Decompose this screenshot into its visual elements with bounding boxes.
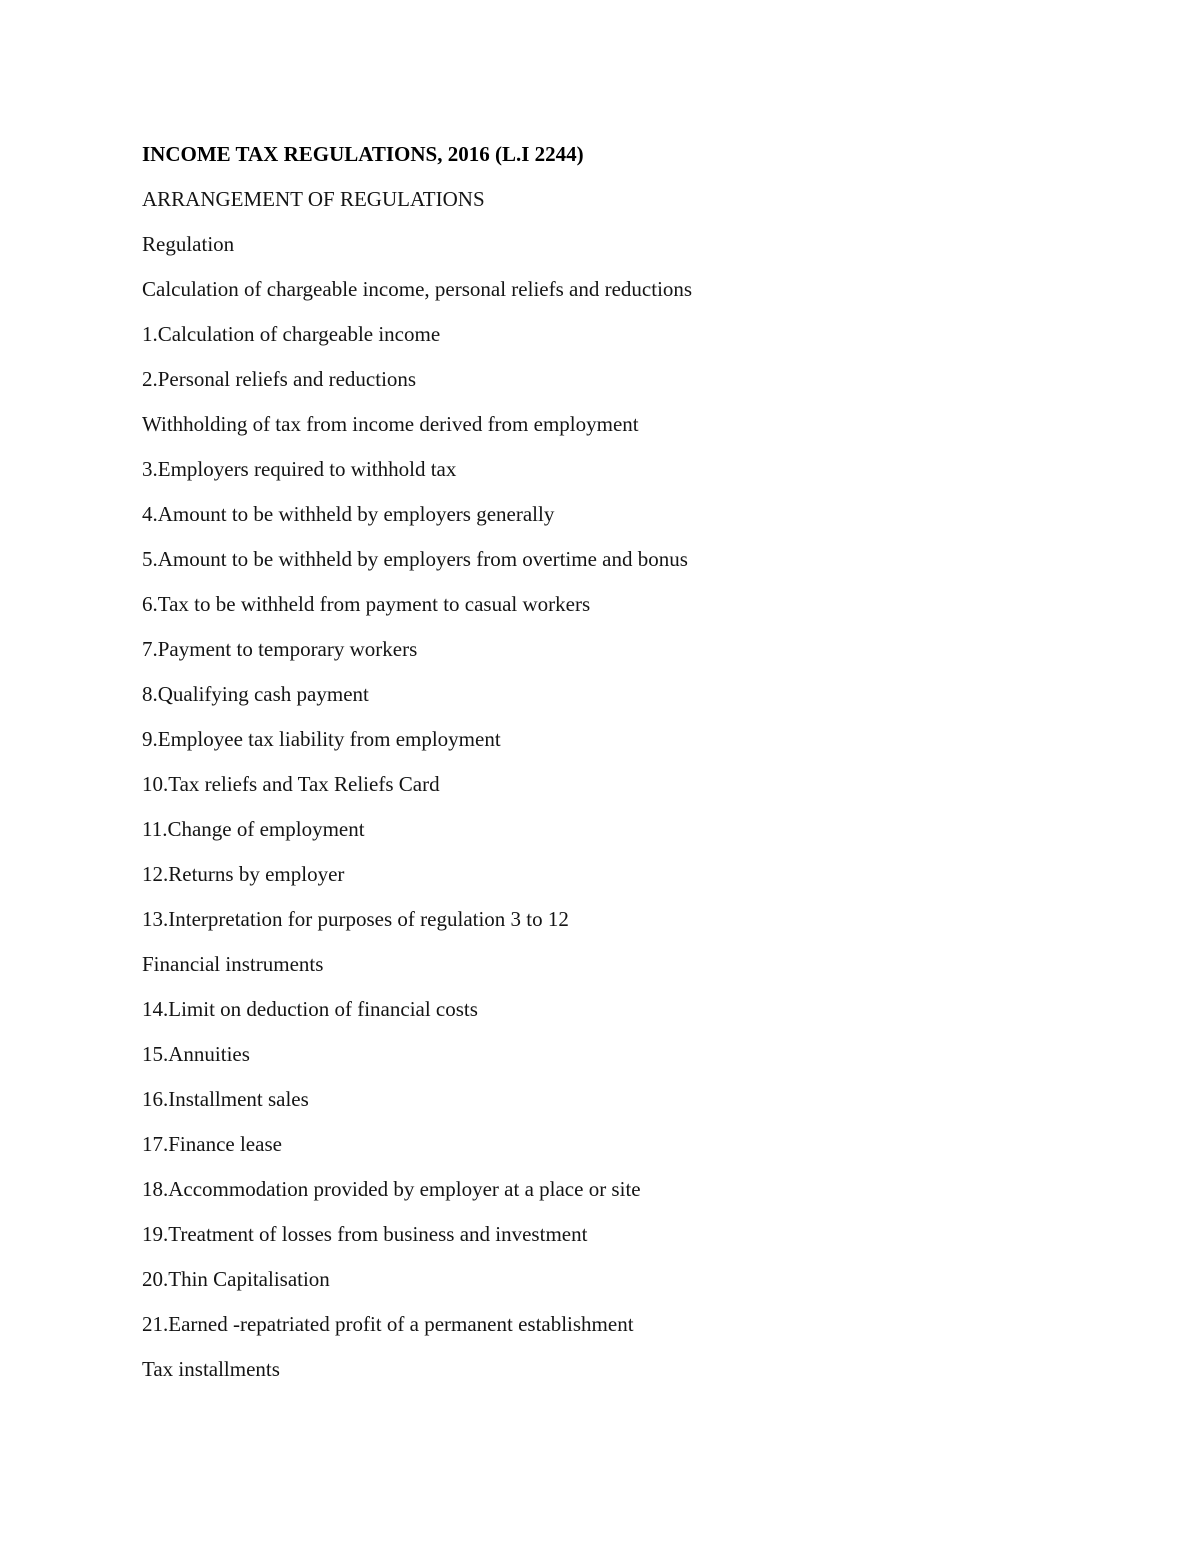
regulation-item: 19.Treatment of losses from business and investment xyxy=(142,1222,588,1246)
regulation-item: 20.Thin Capitalisation xyxy=(142,1267,330,1291)
section-heading: Regulation xyxy=(142,232,235,256)
regulation-item: 10.Tax reliefs and Tax Reliefs Card xyxy=(142,772,440,796)
regulation-item: 13.Interpretation for purposes of regulation 3 to 12 xyxy=(142,907,569,931)
regulation-item: 15.Annuities xyxy=(142,1042,250,1066)
regulation-item: 5.Amount to be withheld by employers from overtime and bonus xyxy=(142,547,688,571)
regulation-item: 1.Calculation of chargeable income xyxy=(142,322,441,346)
regulation-item: 14.Limit on deduction of financial costs xyxy=(142,997,478,1021)
regulation-item: 21.Earned -repatriated profit of a permanent establishment xyxy=(142,1312,634,1336)
regulation-item: 3.Employers required to withhold tax xyxy=(142,457,457,481)
regulation-item: 8.Qualifying cash payment xyxy=(142,682,369,706)
section-heading: Financial instruments xyxy=(142,952,324,976)
regulation-item: 4.Amount to be withheld by employers generally xyxy=(142,502,555,526)
section-heading: Withholding of tax from income derived from employment xyxy=(142,412,639,436)
regulation-item: 17.Finance lease xyxy=(142,1132,282,1156)
section-heading: Tax installments xyxy=(142,1357,280,1381)
regulation-item: 12.Returns by employer xyxy=(142,862,345,886)
document-content xyxy=(142,140,1042,1400)
regulation-item: 2.Personal reliefs and reductions xyxy=(142,367,417,391)
document-title: INCOME TAX REGULATIONS, 2016 (L.I 2244) xyxy=(142,142,584,166)
regulation-item: 16.Installment sales xyxy=(142,1087,309,1111)
regulation-item: 7.Payment to temporary workers xyxy=(142,637,418,661)
regulation-item: 6.Tax to be withheld from payment to casual workers xyxy=(142,592,591,616)
document-subtitle: ARRANGEMENT OF REGULATIONS xyxy=(142,187,485,211)
section-heading: Calculation of chargeable income, personal reliefs and reductions xyxy=(142,277,693,301)
regulation-item: 9.Employee tax liability from employment xyxy=(142,727,501,751)
regulation-item: 11.Change of employment xyxy=(142,817,365,841)
regulation-item: 18.Accommodation provided by employer at a place or site xyxy=(142,1177,641,1201)
